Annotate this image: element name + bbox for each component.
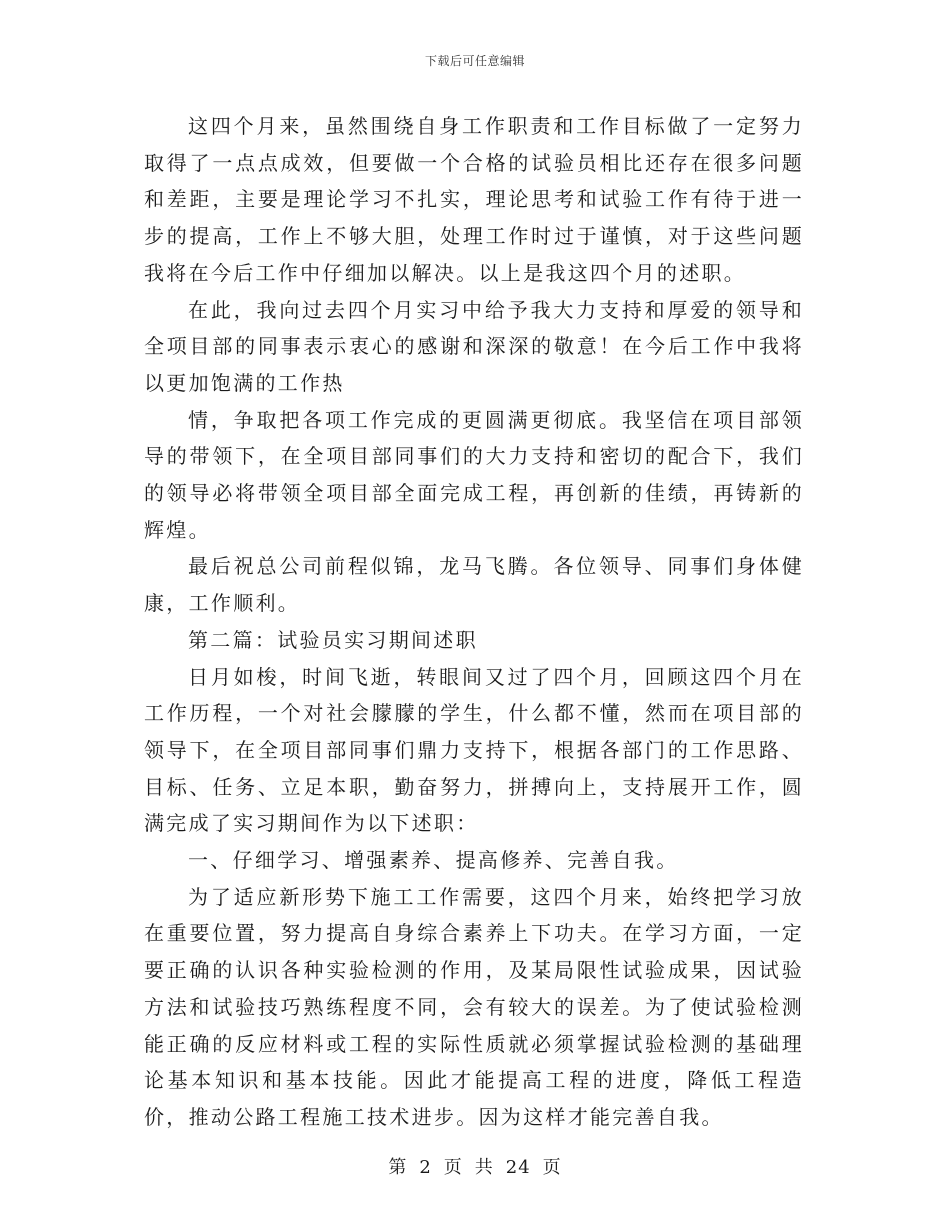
paragraph-1: 这四个月来，虽然围绕自身工作职责和工作目标做了一定努力取得了一点点成效，但要做一个合格的试验员相比还存在很多问题和差距，主要是理论学习不扎实，理论思考和试验工作有待于进一步的提高，工作上不够大胆，处理工作时过于谨慎，对于这些问题我将在今后工作中仔细加以解决。以上是我这四个月的述职。	[144, 114, 804, 285]
footer-total-pages: 24	[505, 1157, 531, 1178]
paragraph-3: 情，争取把各项工作完成的更圆满更彻底。我坚信在项目部领导的带领下，在全项目部同事们的大力支持和密切的配合下，我们的领导必将带领全项目部全面完成工程，再创新的佳绩，再铸新的辉煌。	[144, 407, 804, 542]
footer-prefix: 第	[388, 1157, 408, 1178]
subsection-heading: 一、仔细学习、增强素养、提高修养、完善自我。	[188, 848, 679, 873]
footer-page-number: 2	[419, 1157, 432, 1178]
page-header: 下载后可任意编辑	[424, 54, 525, 68]
document-body	[144, 108, 804, 1136]
section-heading: 第二篇：试验员实习期间述职	[188, 627, 478, 652]
footer-total-word: 共	[474, 1157, 494, 1178]
footer-page-word: 页	[443, 1157, 463, 1178]
footer-suffix: 页	[542, 1157, 562, 1178]
page-footer	[0, 1153, 950, 1179]
paragraph-4: 最后祝总公司前程似锦，龙马飞腾。各位领导、同事们身体健康，工作顺利。	[144, 554, 804, 616]
paragraph-2: 在此，我向过去四个月实习中给予我大力支持和厚爱的领导和全项目部的同事表示衷心的感谢和深深的敬意！在今后工作中我将以更加饱满的工作热	[144, 297, 804, 395]
paragraph-6: 为了适应新形势下施工工作需要，这四个月来，始终把学习放在重要位置，努力提高自身综合素养上下功夫。在学习方面，一定要正确的认识各种实验检测的作用，及某局限性试验成果，因试验方法和试验技巧熟练程度不同，会有较大的误差。为了使试验检测能正确的反应材料或工程的实际性质就必须掌握试验检测的基础理论基本知识和基本技能。因此才能提高工程的进度，降低工程造价，推动公路工程施工技术进步。因为这样才能完善自我。	[144, 884, 804, 1129]
paragraph-5: 日月如梭，时间飞逝，转眼间又过了四个月，回顾这四个月在工作历程，一个对社会朦朦的学生，什么都不懂，然而在项目部的领导下，在全项目部同事们鼎力支持下，根据各部门的工作思路、目标、任务、立足本职，勤奋努力，拼搏向上，支持展开工作，圆满完成了实习期间作为以下述职：	[144, 664, 804, 836]
